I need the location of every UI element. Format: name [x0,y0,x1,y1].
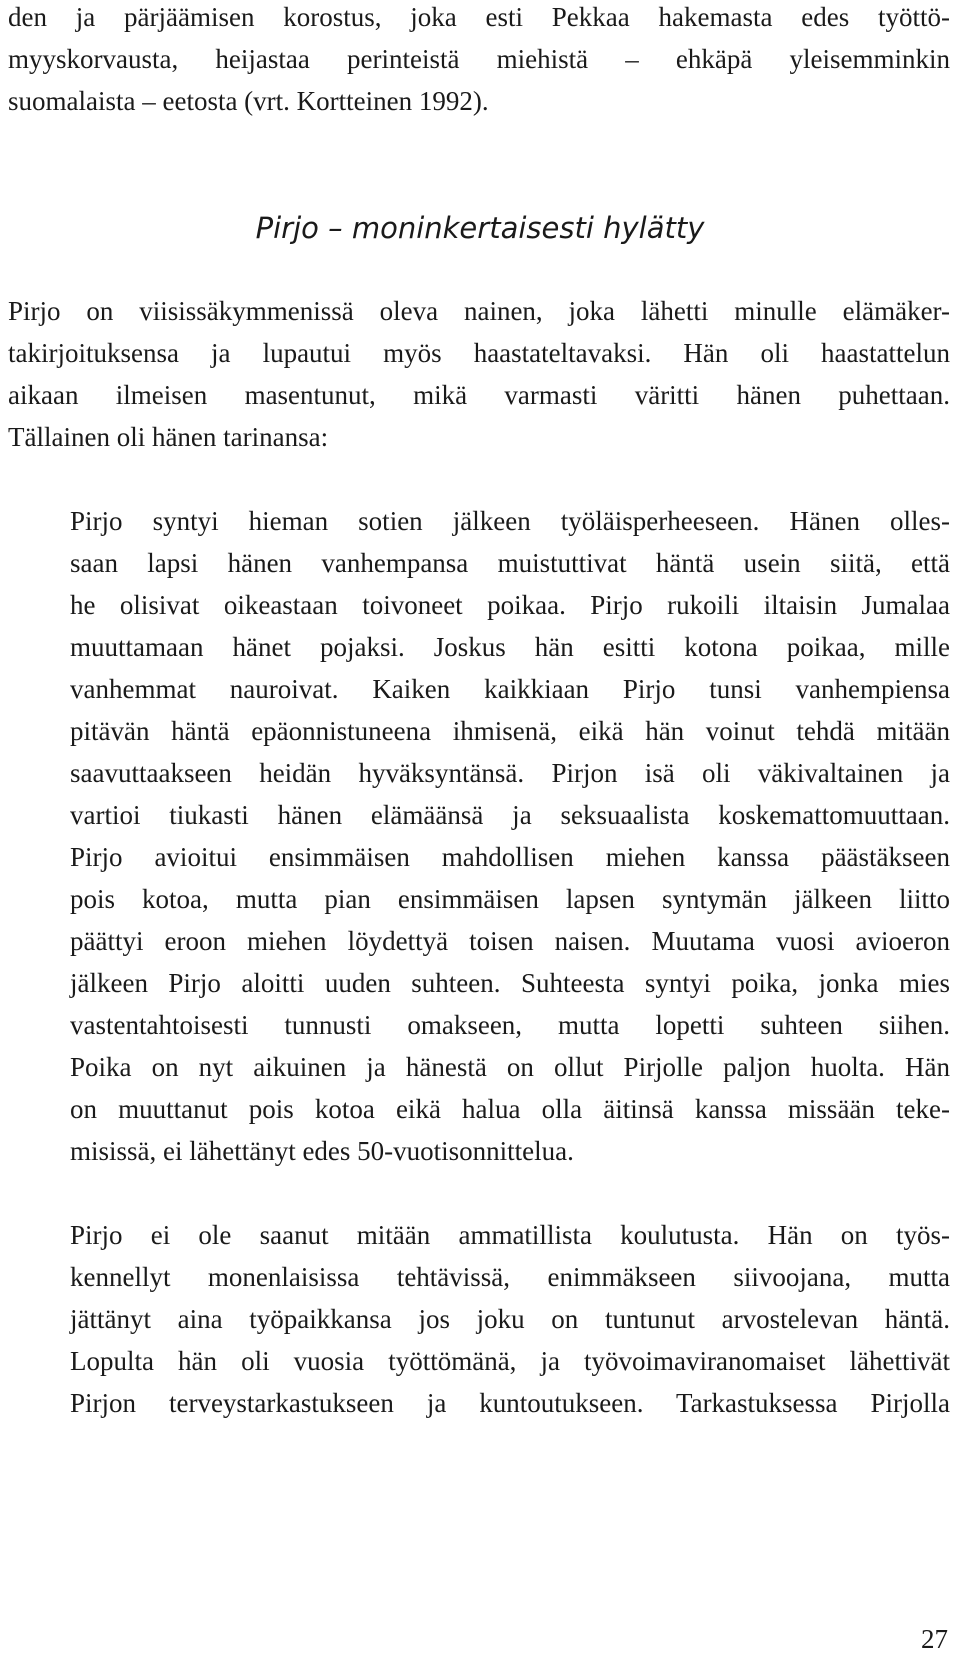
intro-line: myyskorvausta, heijastaa perinteistä miehistä – ehkäpä yleisemminkin [8,44,950,74]
quote-line: Pirjo syntyi hieman sotien jälkeen työläisperheeseen. Hänen olles- [70,506,950,536]
quote-line: vastentahtoisesti tunnusti omakseen, mutta lopetti suhteen siihen. [70,1010,950,1040]
quote-line: Pirjo ei ole saanut mitään ammatillista koulutusta. Hän on työs- [70,1220,950,1250]
quote-line: pois kotoa, mutta pian ensimmäisen lapsen syntymän jälkeen liitto [70,884,950,914]
paragraph-line: takirjoituksensa ja lupautui myös haastateltavaksi. Hän oli haastattelun [8,338,950,368]
quote-line: saan lapsi hänen vanhempansa muistuttivat häntä usein siitä, että [70,548,950,578]
quote-line: Pirjo avioitui ensimmäisen mahdollisen miehen kanssa päästäkseen [70,842,950,872]
section-heading: Pirjo – moninkertaisesti hylätty [255,211,705,245]
quote-line: jättänyt aina työpaikkansa jos joku on tuntunut arvostelevan häntä. [70,1304,950,1334]
quote-line: Pirjon terveystarkastukseen ja kuntoutukseen. Tarkastuksessa Pirjolla [70,1388,950,1418]
quote-line: misissä, ei lähettänyt edes 50-vuotisonnittelua. [70,1136,574,1166]
quote-line: on muuttanut pois kotoa eikä halua olla äitinsä kanssa missään teke- [70,1094,950,1124]
quote-line: Lopulta hän oli vuosia työttömänä, ja työvoimaviranomaiset lähettivät [70,1346,950,1376]
quote-line: saavuttaakseen heidän hyväksyntänsä. Pirjon isä oli väkivaltainen ja [70,758,950,788]
quote-line: pitävän häntä epäonnistuneena ihmisenä, eikä hän voinut tehdä mitään [70,716,950,746]
quote-line: he olisivat oikeastaan toivoneet poikaa. Pirjo rukoili iltaisin Jumalaa [70,590,950,620]
quote-line: vanhemmat nauroivat. Kaiken kaikkiaan Pirjo tunsi vanhempiensa [70,674,950,704]
quote-line: vartioi tiukasti hänen elämäänsä ja seksuaalista koskemattomuuttaan. [70,800,950,830]
page-number: 27 [921,1624,948,1654]
intro-line: suomalaista – eetosta (vrt. Kortteinen 1992). [8,86,489,116]
paragraph-line: Tällainen oli hänen tarinansa: [8,422,329,452]
quote-line: jälkeen Pirjo aloitti uuden suhteen. Suhteesta syntyi poika, jonka mies [70,968,950,998]
intro-line: den ja pärjäämisen korostus, joka esti Pekkaa hakemasta edes työttö- [8,2,950,32]
paragraph-line: aikaan ilmeisen masentunut, mikä varmasti väritti hänen puhettaan. [8,380,950,410]
quote-line: päättyi eroon miehen löydettyä toisen naisen. Muutama vuosi avioeron [70,926,950,956]
paragraph-line: Pirjo on viisissäkymmenissä oleva nainen, joka lähetti minulle elämäker- [8,296,950,326]
quote-line: Poika on nyt aikuinen ja hänestä on ollut Pirjolle paljon huolta. Hän [70,1052,950,1082]
quote-line: kennellyt monenlaisissa tehtävissä, enimmäkseen siivoojana, mutta [70,1262,950,1292]
quote-line: muuttamaan hänet pojaksi. Joskus hän esitti kotona poikaa, mille [70,632,950,662]
